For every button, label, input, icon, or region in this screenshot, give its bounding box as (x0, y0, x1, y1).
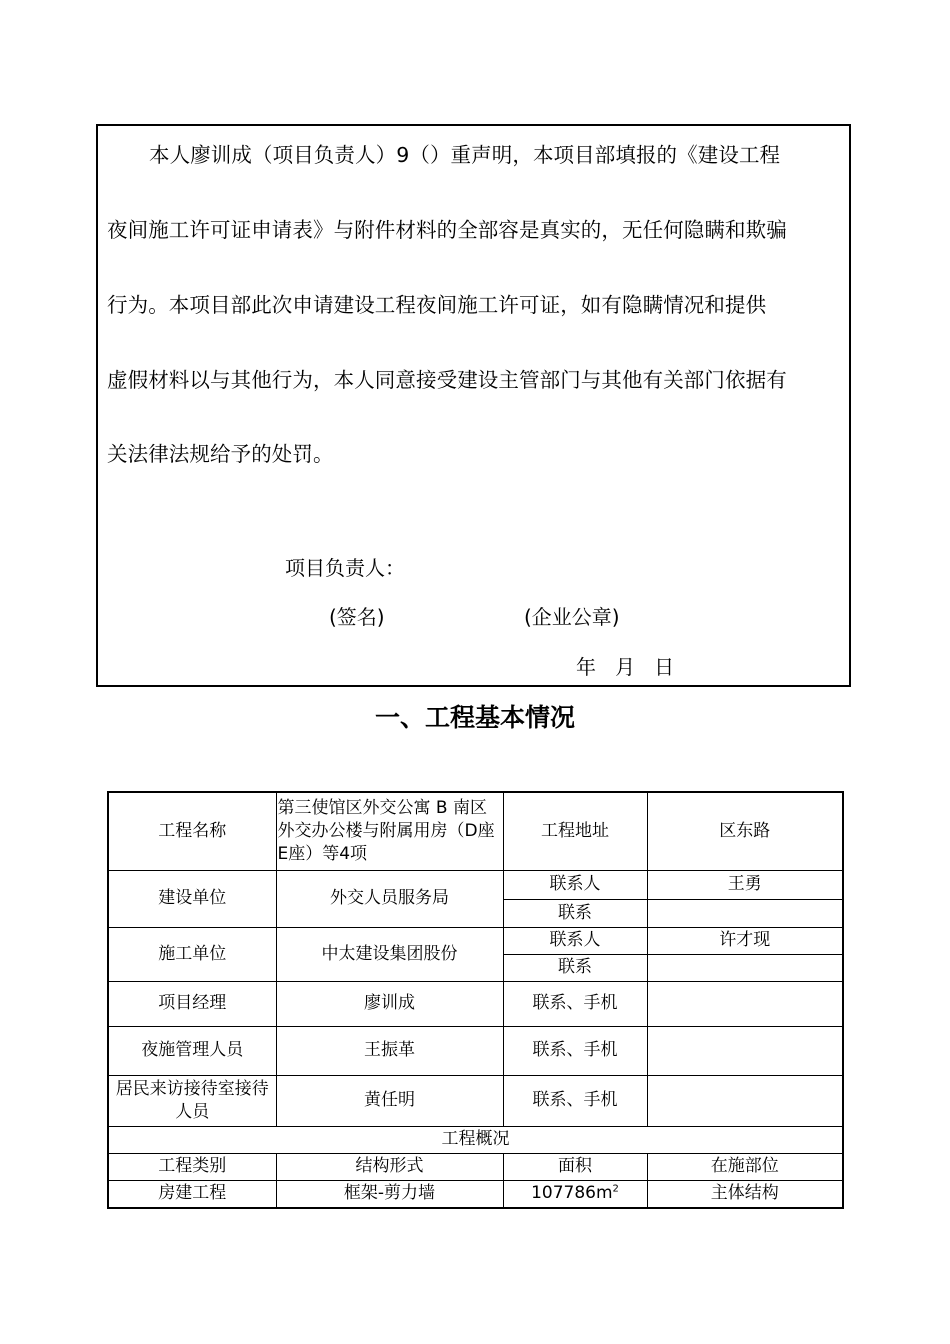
reception-value: 黄任明 (276, 1075, 503, 1126)
builder-contact-label: 联系人 (503, 870, 647, 899)
pm-label: 项目经理 (108, 981, 276, 1026)
builder-value: 外交人员服务局 (276, 870, 503, 927)
contractor-value: 中太建设集团股份 (276, 927, 503, 981)
area-value-cell (503, 1180, 647, 1208)
area-unit-superscript: 2 (612, 1183, 619, 1195)
builder-phone-label: 联系 (503, 899, 647, 927)
declaration-line-4: 虚假材料以与其他行为，本人同意接受建设主管部门与其他有关部门依据有 (107, 368, 787, 392)
declaration-line-5: 关法律法规给予的处罚。 (107, 442, 334, 466)
reception-label: 居民来访接待室接待人员 (108, 1075, 276, 1126)
date-label: 年 月 日 (576, 655, 675, 679)
table-row (108, 870, 843, 899)
seal-label: (企业公章) (524, 605, 620, 629)
overview-label: 工程概况 (108, 1126, 843, 1153)
area-header: 面积 (503, 1153, 647, 1180)
night-mgr-phone-value (647, 1026, 843, 1075)
night-mgr-value: 王振革 (276, 1026, 503, 1075)
project-name-value: 第三使馆区外交公寓 B 南区外交办公楼与附属用房（D座E座）等4项 (276, 792, 503, 870)
signer-label: 项目负责人： (285, 556, 405, 580)
structure-header: 结构形式 (276, 1153, 503, 1180)
night-mgr-phone-label: 联系、手机 (503, 1026, 647, 1075)
contractor-contact-value: 许才现 (647, 927, 843, 954)
contractor-label: 施工单位 (108, 927, 276, 981)
area-value: 107786m (531, 1183, 613, 1204)
reception-phone-label: 联系、手机 (503, 1075, 647, 1126)
table-row (108, 927, 843, 954)
builder-phone-value (647, 899, 843, 927)
section-title: 一、工程基本情况 (374, 703, 575, 732)
stage-value: 主体结构 (647, 1180, 843, 1208)
project-name-label: 工程名称 (108, 792, 276, 870)
structure-value: 框架-剪力墙 (276, 1180, 503, 1208)
contractor-phone-value (647, 954, 843, 981)
type-header: 工程类别 (108, 1153, 276, 1180)
pm-phone-label: 联系、手机 (503, 981, 647, 1026)
reception-phone-value (647, 1075, 843, 1126)
table-row (108, 1180, 843, 1208)
pm-phone-value (647, 981, 843, 1026)
project-info-table (107, 791, 844, 1209)
table-row (108, 1075, 843, 1126)
signature-label: (签名) (329, 605, 385, 629)
contractor-phone-label: 联系 (503, 954, 647, 981)
declaration-line-3: 行为。本项目部此次申请建设工程夜间施工许可证，如有隐瞒情况和提供 (107, 293, 767, 317)
declaration-line-2: 夜间施工许可证申请表》与附件材料的全部容是真实的，无任何隐瞒和欺骗 (107, 218, 787, 242)
type-value: 房建工程 (108, 1180, 276, 1208)
table-row (108, 1153, 843, 1180)
pm-value: 廖训成 (276, 981, 503, 1026)
project-address-label: 工程地址 (503, 792, 647, 870)
contractor-contact-label: 联系人 (503, 927, 647, 954)
night-mgr-label: 夜施管理人员 (108, 1026, 276, 1075)
builder-label: 建设单位 (108, 870, 276, 927)
builder-contact-value: 王勇 (647, 870, 843, 899)
table-row (108, 1126, 843, 1153)
stage-header: 在施部位 (647, 1153, 843, 1180)
table-row (108, 981, 843, 1026)
declaration-line-1: 本人廖训成（项目负责人）9（）重声明，本项目部填报的《建设工程 (149, 143, 781, 167)
declaration-box (96, 124, 851, 687)
table-row (108, 1026, 843, 1075)
project-address-value: 区东路 (647, 792, 843, 870)
table-row (108, 792, 843, 870)
